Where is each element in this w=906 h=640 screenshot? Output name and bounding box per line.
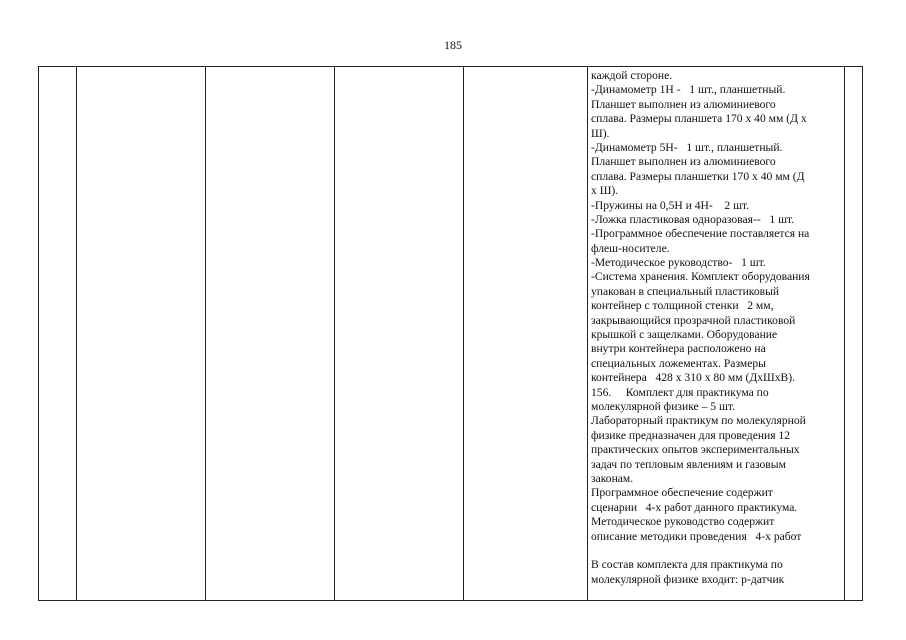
table-cell-column-2 bbox=[77, 67, 206, 601]
table-row bbox=[39, 67, 863, 601]
description-line: -Пружины на 0,5Н и 4Н- 2 шт. bbox=[591, 198, 750, 212]
table-cell-description bbox=[588, 67, 845, 601]
specification-table bbox=[38, 66, 863, 601]
description-line: молекулярной физике входит: р-датчик bbox=[591, 572, 785, 586]
description-line: -Методическое руководство- 1 шт. bbox=[591, 256, 766, 270]
description-line: -Динамометр 1Н - 1 шт., планшетный. bbox=[591, 83, 786, 97]
description-line: молекулярной физике – 5 шт. bbox=[591, 399, 735, 413]
description-line: физике предназначен для проведения 12 bbox=[591, 428, 791, 442]
description-line: описание методики проведения 4-х работ bbox=[591, 529, 802, 543]
description-line: каждой стороне. bbox=[591, 69, 673, 82]
description-line: Методическое руководство содержит bbox=[591, 515, 775, 529]
description-line: задач по тепловым явлениям и газовым bbox=[591, 457, 786, 471]
description-line: -Программное обеспечение поставляется на bbox=[591, 227, 810, 241]
description-line: х Ш). bbox=[591, 184, 619, 198]
description-line: внутри контейнера расположено на bbox=[591, 342, 766, 356]
description-line: Ш). bbox=[591, 126, 610, 140]
description-line: флеш-носителе. bbox=[591, 241, 670, 255]
description-line: Программное обеспечение содержит bbox=[591, 486, 773, 500]
description-line: Планшет выполнен из алюминиевого bbox=[591, 155, 776, 169]
description-line: упакован в специальный пластиковый bbox=[591, 284, 780, 298]
table-cell-column-5 bbox=[464, 67, 588, 601]
description-line: контейнера 428 х 310 х 80 мм (ДхШхВ). bbox=[591, 371, 796, 385]
page-number: 185 bbox=[444, 38, 462, 52]
description-text bbox=[588, 67, 844, 587]
description-line: Лабораторный практикум по молекулярной bbox=[591, 414, 806, 428]
description-line: сплава. Размеры планшетки 170 х 40 мм (Д bbox=[591, 169, 805, 183]
description-line: Планшет выполнен из алюминиевого bbox=[591, 97, 776, 111]
description-line: сплава. Размеры планшета 170 х 40 мм (Д х bbox=[591, 112, 807, 126]
description-line: -Система хранения. Комплект оборудования bbox=[591, 270, 810, 284]
description-line: контейнер с толщиной стенки 2 мм, bbox=[591, 299, 774, 313]
description-line bbox=[591, 544, 844, 558]
description-line: специальных ложементах. Размеры bbox=[591, 356, 766, 370]
table-cell-column-4 bbox=[335, 67, 464, 601]
description-line: законам. bbox=[591, 471, 634, 485]
description-line: В состав комплекта для практикума по bbox=[591, 558, 783, 572]
description-line: 156. Комплект для практикума по bbox=[591, 385, 769, 399]
description-line: сценарии 4-х работ данного практикума. bbox=[591, 500, 798, 514]
description-line: закрывающийся прозрачной пластиковой bbox=[591, 313, 796, 327]
description-line: -Динамометр 5Н- 1 шт., планшетный. bbox=[591, 140, 783, 154]
table-cell-column-3 bbox=[206, 67, 335, 601]
description-line: крышкой с защелками. Оборудование bbox=[591, 328, 778, 342]
description-line: практических опытов экспериментальных bbox=[591, 443, 800, 457]
description-line: -Ложка пластиковая одноразовая-- 1 шт. bbox=[591, 212, 795, 226]
table-cell-index bbox=[39, 67, 77, 601]
table-cell-last bbox=[845, 67, 863, 601]
